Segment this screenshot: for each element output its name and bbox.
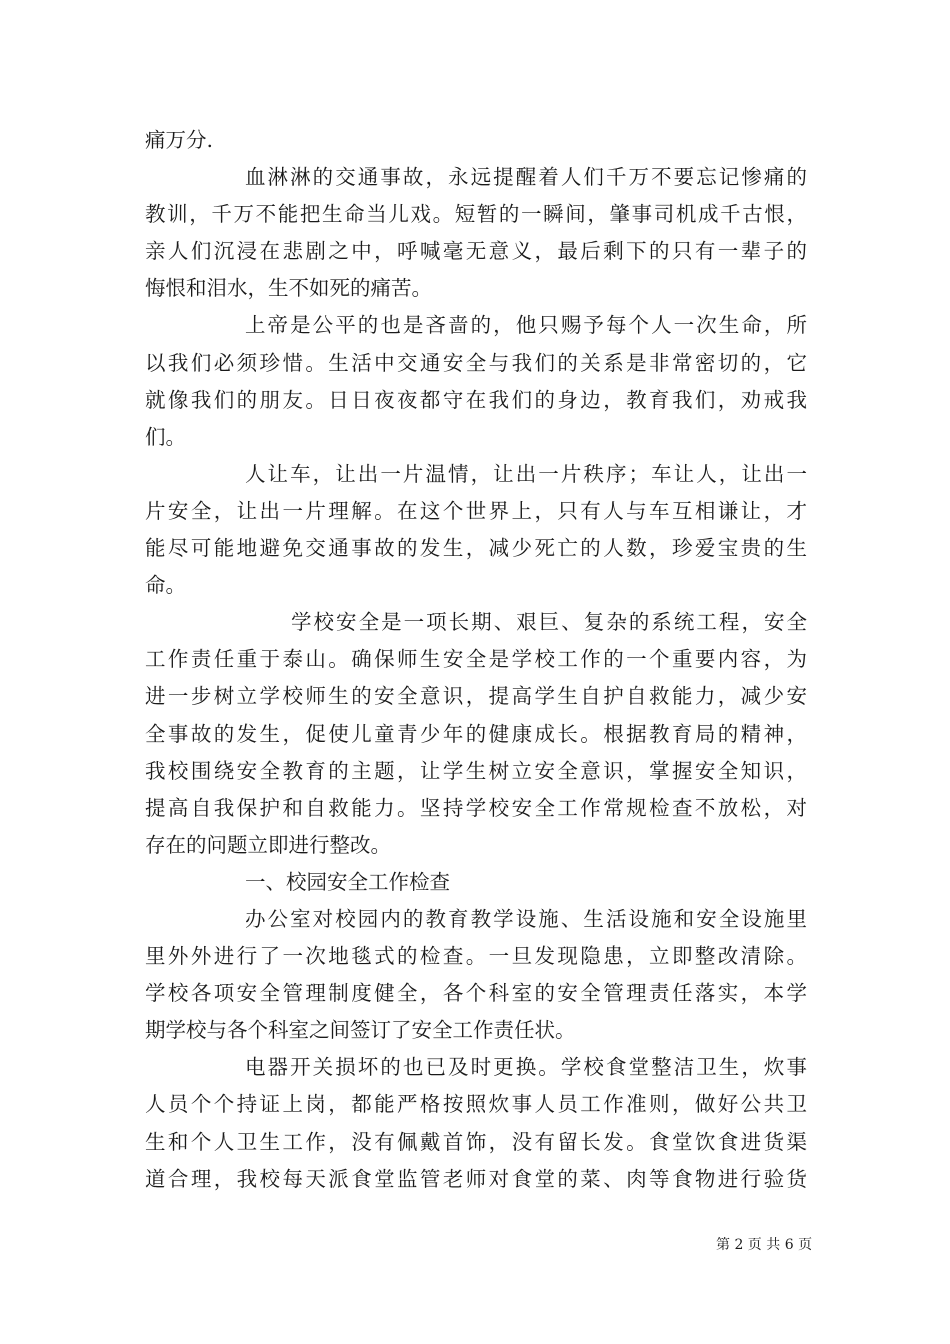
text-line: 道合理，我校每天派食堂监管老师对食堂的菜、肉等食物进行验货	[145, 1166, 807, 1191]
paragraph-first-line: 办公室对校园内的教育教学设施、生活设施和安全设施里	[245, 906, 807, 931]
text-line: 人员个个持证上岗，都能严格按照炊事人员工作准则，做好公共卫	[145, 1092, 807, 1117]
text-line: 进一步树立学校师生的安全意识，提高学生自护自救能力，减少安	[145, 684, 807, 709]
text-line: 全事故的发生，促使儿童青少年的健康成长。根据教育局的精神，	[145, 721, 807, 746]
paragraph-first-line: 人让车，让出一片温情，让出一片秩序；车让人，让出一	[245, 461, 807, 486]
text-line: 我校围绕安全教育的主题，让学生树立安全意识，掌握安全知识，	[145, 758, 807, 783]
text-line: 存在的问题立即进行整改。	[145, 832, 391, 857]
paragraph-first-line: 上帝是公平的也是吝啬的，他只赐予每个人一次生命，所	[245, 313, 807, 338]
text-line: 就像我们的朋友。日日夜夜都守在我们的身边，教育我们，劝戒我	[145, 387, 807, 412]
text-line: 们。	[145, 424, 186, 449]
text-line: 能尽可能地避免交通事故的发生，减少死亡的人数，珍爱宝贵的生	[145, 536, 807, 561]
text-line: 提高自我保护和自救能力。坚持学校安全工作常规检查不放松，对	[145, 795, 807, 820]
text-line: 以我们必须珍惜。生活中交通安全与我们的关系是非常密切的，它	[145, 350, 807, 375]
section-heading: 一、校园安全工作检查	[245, 869, 450, 894]
text-line: 工作责任重于泰山。确保师生安全是学校工作的一个重要内容，为	[145, 647, 807, 672]
text-line: 教训，千万不能把生命当儿戏。短暂的一瞬间，肇事司机成千古恨，	[145, 202, 807, 227]
text-line: 痛万分.	[145, 128, 214, 152]
text-line: 里外外进行了一次地毯式的检查。一旦发现隐患，立即整改清除。	[145, 944, 807, 969]
paragraph-first-line: 学校安全是一项长期、艰巨、复杂的系统工程，安全	[291, 610, 807, 635]
text-line: 悔恨和泪水，生不如死的痛苦。	[145, 276, 432, 301]
page-number-footer: 第 2 页 共 6 页	[716, 1237, 813, 1253]
text-line: 学校各项安全管理制度健全，各个科室的安全管理责任落实，本学	[145, 981, 807, 1006]
text-line: 命。	[145, 573, 186, 598]
text-line: 生和个人卫生工作，没有佩戴首饰，没有留长发。食堂饮食进货渠	[145, 1129, 807, 1154]
paragraph-first-line: 血淋淋的交通事故，永远提醒着人们千万不要忘记惨痛的	[245, 165, 807, 190]
paragraph-first-line: 电器开关损坏的也已及时更换。学校食堂整洁卫生，炊事	[245, 1055, 807, 1080]
text-line: 期学校与各个科室之间签订了安全工作责任状。	[145, 1018, 576, 1043]
text-line: 亲人们沉浸在悲剧之中，呼喊毫无意义，最后剩下的只有一辈子的	[145, 239, 807, 264]
document-body	[145, 122, 807, 1198]
text-line: 片安全，让出一片理解。在这个世界上，只有人与车互相谦让，才	[145, 498, 807, 523]
